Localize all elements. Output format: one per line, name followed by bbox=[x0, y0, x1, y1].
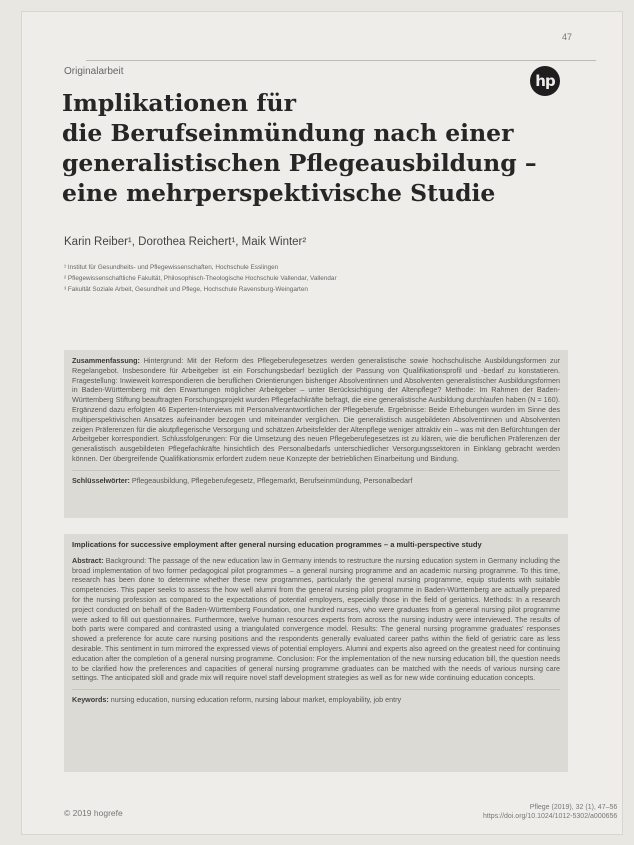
article-type-label: Originalarbeit bbox=[64, 66, 124, 77]
affiliation-list bbox=[64, 262, 584, 295]
title-line: Implikationen für bbox=[62, 89, 296, 117]
citation-doi[interactable]: https://doi.org/10.1024/1012-5302/a000656 bbox=[483, 813, 618, 820]
abstract-english bbox=[72, 556, 560, 683]
publisher-copyright: © 2019 hogrefe bbox=[64, 808, 123, 818]
hogrefe-logo-icon: hp bbox=[530, 66, 560, 96]
keywords-english-text: nursing education, nursing education reform, nursing labour market, employability, job entry bbox=[110, 695, 402, 705]
citation-info bbox=[483, 803, 617, 821]
keywords-german bbox=[72, 470, 560, 486]
author-list: Karin Reiber¹, Dorothea Reichert¹, Maik Winter² bbox=[64, 236, 307, 248]
keywords-english-label: Keywords: bbox=[72, 695, 109, 705]
title-line: die Berufseinmündung nach einer bbox=[62, 119, 514, 147]
english-title: Implications for successive employment after general nursing education programmes – a multi-perspective study bbox=[72, 540, 482, 549]
title-line: eine mehrperspektivische Studie bbox=[62, 179, 496, 207]
keywords-german-text: Pflegeausbildung, Pflegeberufegesetz, Pflegemarkt, Berufseinmündung, Personalbedarf bbox=[131, 475, 413, 485]
affiliation-item: ² Pflegewissenschaftliche Fakultät, Philosophisch-Theologische Hochschule Vallendar, Vallendar bbox=[64, 275, 337, 282]
abstract-english-label: Abstract: bbox=[72, 555, 104, 565]
page-number: 47 bbox=[562, 32, 573, 42]
affiliation-item: ¹ Institut für Gesundheits- und Pflegewissenschaften, Hochschule Esslingen bbox=[64, 264, 279, 271]
title-line: generalistischen Pflegeausbildung – bbox=[62, 149, 537, 177]
abstract-german-label: Zusammenfassung: bbox=[72, 356, 140, 365]
abstract-german bbox=[72, 356, 560, 464]
keywords-english bbox=[72, 689, 560, 705]
affiliation-item: ³ Fakultät Soziale Arbeit, Gesundheit und Pflege, Hochschule Ravensburg-Weingarten bbox=[64, 286, 308, 293]
abstract-english-box bbox=[64, 534, 568, 772]
citation-journal: Pflege (2019), 32 (1), 47–56 bbox=[529, 804, 618, 811]
article-title bbox=[62, 88, 542, 208]
keywords-german-label: Schlüsselwörter: bbox=[72, 475, 130, 485]
abstract-english-text: Background: The passage of the new education law in Germany intends to restructure the nursing education system in Germany including the broad implementation of two former pedagogical pilot programmes – a general nursing programme and an academic nursing programme. To this time, research has been done to determine whether these new programmes, particularly the general nursing programme, equip students with suitable competencies. This paper seeks to assess the how well alumni from the general nursing pilot programme in Baden-Württemberg are actually prepared for the nursing profession as compared to the expectations of potential employers, especially those in the field of geriatrics. Methods: In a research project conducted on behalf of the Baden-Württemberg Foundation, one hundred nurses, who were graduates from a general nursing pilot programme were asked to fill out questionnaires. Furthermore, twelve human resources experts from across the nursing industry were interviewed. The results of both parts were compared and contrasted using a triangulated convergence model. Results: The general nursing programme graduates' responses showed a preference for acute care nursing positions and the respondents generally evaluated career paths within the field of geriatric care as less desirable. This sentiment in turn mirrored the expressed views of potential employers. Alumni and experts also agreed on the greatest need for continuing education after the completion of a general nursing programme. Conclusion: For the implementation of the new nursing education bill, the question needs to be clarified how the preferences and capacities of general nursing programme graduates can be matched with the needs of various nursing care settings. The anticipated skill and grade mix will require novel staff development strategies as well as for new wide continuing education concepts. bbox=[72, 555, 560, 683]
abstract-german-text: Hintergrund: Mit der Reform des Pflegeberufegesetzes werden generalistische sowie hochschulische Ausbildungsformen zur Regelangebot. Insbesondere für Arbeitgeber ist ein Forschungsbedarf bezüglich der Passung von Qualifikationsprofil und -bedarf zu konstatieren. Fragestellung: Inwieweit korrespondieren die beruflichen Orientierungen bisheriger Absolventinnen und Absolventen generalistischer Ausbildungsformen in Baden-Württemberg mit den Erwartungen möglicher Arbeitgeber – unter Berücksichtigung der Altenpflege? Methode: Im Rahmen der Baden-Württemberg Stiftung beauftragten Forschungsprojekt wurden Pflegefachkräfte befragt, die eine generalistische Ausbildung durchlaufen haben (N = 160). Ergänzend dazu erfolgten 46 Experten-Interviews mit Personalverantwortlichen der Pflegeberufe. Ergebnisse: Beide Erhebungen wurden im Sinne des multiperspektivischen Ansatzes aufeinander bezogen und miteinander verglichen. Die generalistisch ausgebildeten Absolventinnen und Absolventen zeigen Präferenzen für die akutpflegerische Versorgung und schätzen Arbeitsfelder der Altenpflege weniger attraktiv ein – was mit den Befürchtungen der Arbeitgeber korrespondiert. Schlussfolgerungen: Für die Umsetzung des neuen Pflegeberufegesetzes ist zu klären, wie die beruflichen Präferenzen der generalistisch ausgebildeten Pflegefachkräfte hinsichtlich des Personalbedarfs unterschiedlicher Versorgungssektoren in Einklang gebracht werden können. Der übergreifende Qualifikationsmix erfordert zudem neue Konzepte der betrieblichen Einarbeitung und Bindung. bbox=[72, 356, 560, 463]
abstract-german-box bbox=[64, 350, 568, 518]
header-rule bbox=[86, 60, 596, 61]
